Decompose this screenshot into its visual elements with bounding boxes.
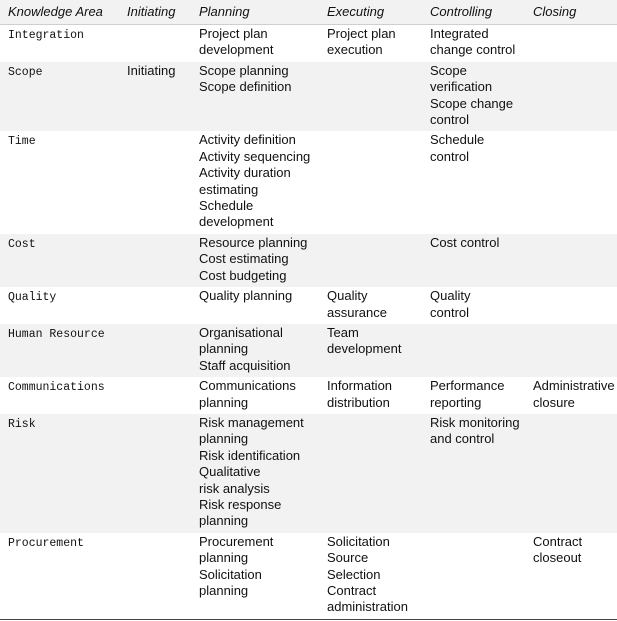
closing-cell	[525, 414, 617, 533]
initiating-cell	[119, 62, 191, 132]
planning-cell	[191, 414, 319, 533]
process-line: development	[199, 214, 274, 230]
process-line: Procurement	[199, 533, 274, 549]
executing-cell	[319, 234, 422, 287]
knowledge-area-cell: Communications	[8, 381, 105, 395]
header-planning: Planning	[191, 0, 319, 25]
process-line: Risk response	[199, 496, 282, 512]
process-line: Activity definition	[199, 132, 296, 148]
process-line: execution	[327, 42, 383, 58]
process-line: planning	[199, 583, 249, 598]
initiating-cell	[119, 533, 191, 619]
table-row	[0, 324, 617, 377]
process-line: risk analysis	[199, 480, 270, 496]
process-line: Contract	[327, 583, 377, 598]
process-line: Organisational	[199, 324, 283, 340]
process-line: Scope definition	[199, 79, 292, 95]
controlling-cell	[422, 287, 525, 324]
initiating-cell	[119, 414, 191, 533]
table-row	[0, 62, 617, 132]
header-executing: Executing	[319, 0, 422, 25]
process-line: Risk identification	[199, 447, 301, 463]
knowledge-area-cell: Time	[8, 135, 36, 149]
process-line: Schedule	[199, 198, 254, 214]
process-line: change control	[430, 42, 516, 58]
process-line: Schedule	[430, 132, 485, 148]
process-line: and control	[430, 431, 495, 447]
process-line: Integrated	[430, 26, 489, 41]
controlling-cell	[422, 234, 525, 287]
planning-cell	[191, 377, 319, 414]
process-line: Cost control	[430, 234, 500, 250]
process-line: development	[199, 42, 274, 58]
planning-cell	[191, 533, 319, 619]
table-body	[0, 25, 617, 619]
process-line: estimating	[199, 181, 259, 197]
closing-cell	[525, 377, 617, 414]
table-row	[0, 414, 617, 533]
planning-cell	[191, 25, 319, 62]
process-line: Selection	[327, 566, 381, 582]
process-line: administration	[327, 599, 408, 615]
process-line: Cost budgeting	[199, 267, 287, 283]
process-line: reporting	[430, 394, 482, 410]
process-line: Resource planning	[199, 234, 308, 250]
process-line: Initiating	[127, 62, 176, 78]
initiating-cell	[119, 287, 191, 324]
table-row	[0, 25, 617, 62]
closing-cell	[525, 25, 617, 62]
process-line: Qualitative	[199, 464, 261, 480]
initiating-cell	[119, 25, 191, 62]
controlling-cell	[422, 533, 525, 619]
table-row	[0, 287, 617, 324]
planning-cell	[191, 62, 319, 132]
executing-cell	[319, 377, 422, 414]
executing-cell	[319, 324, 422, 377]
process-line: planning	[199, 431, 249, 447]
controlling-cell	[422, 377, 525, 414]
initiating-cell	[119, 234, 191, 287]
process-line: planning	[199, 513, 249, 529]
process-line: Activity duration	[199, 165, 291, 181]
closing-cell	[525, 234, 617, 287]
process-line: control	[430, 148, 470, 164]
process-line: control	[430, 304, 470, 320]
planning-cell	[191, 287, 319, 324]
process-line: Solicitation	[327, 533, 390, 549]
knowledge-area-cell: Human Resource	[0, 324, 119, 377]
executing-cell	[319, 287, 422, 324]
header-row	[0, 0, 617, 25]
initiating-cell	[119, 131, 191, 233]
process-line: assurance	[327, 304, 387, 320]
controlling-cell	[422, 62, 525, 132]
header-controlling: Controlling	[422, 0, 525, 25]
process-line: Information	[327, 378, 393, 394]
closing-cell	[525, 131, 617, 233]
knowledge-area-cell: Risk	[0, 414, 119, 533]
initiating-cell	[119, 377, 191, 414]
bottom-rule	[0, 619, 617, 620]
table-row	[0, 131, 617, 233]
process-line: closure	[533, 394, 575, 410]
process-line: Scope	[430, 62, 467, 78]
controlling-cell	[422, 25, 525, 62]
table-row	[0, 377, 617, 414]
process-line: Source	[327, 550, 369, 566]
process-line: Scope change	[430, 95, 514, 111]
table-row	[0, 234, 617, 287]
executing-cell	[319, 25, 422, 62]
process-line: closeout	[533, 550, 582, 566]
process-line: planning	[199, 394, 249, 410]
closing-cell	[525, 287, 617, 324]
process-line: Cost estimating	[199, 251, 289, 267]
process-line: Staff acquisition	[199, 357, 291, 373]
executing-cell	[319, 131, 422, 233]
process-line: Quality planning	[199, 288, 293, 304]
planning-cell	[191, 324, 319, 377]
process-line: Performance	[430, 378, 505, 394]
process-line: planning	[199, 341, 249, 357]
knowledge-area-cell: Integration	[8, 29, 84, 42]
knowledge-area-cell: Quality	[8, 291, 57, 305]
initiating-cell	[119, 324, 191, 377]
knowledge-area-cell: Cost	[0, 234, 119, 287]
planning-cell	[191, 234, 319, 287]
process-line: Solicitation	[199, 566, 262, 582]
controlling-cell	[422, 324, 525, 377]
process-line: development	[327, 341, 402, 357]
process-line: Risk management	[199, 414, 304, 430]
process-line: Quality	[327, 288, 368, 304]
executing-cell	[319, 414, 422, 533]
header-knowledge-area: Knowledge Area	[0, 0, 119, 25]
closing-cell	[525, 533, 617, 619]
header-closing: Closing	[525, 0, 617, 25]
closing-cell	[525, 62, 617, 132]
process-line: Scope planning	[199, 62, 289, 78]
executing-cell	[319, 62, 422, 132]
process-line: Contract	[533, 533, 583, 549]
process-line: Quality	[430, 288, 471, 304]
executing-cell	[319, 533, 422, 619]
knowledge-area-cell: Procurement	[8, 536, 84, 550]
process-line: Team	[327, 324, 359, 340]
process-line: planning	[199, 550, 249, 566]
process-line: Communications	[199, 378, 296, 394]
controlling-cell	[422, 131, 525, 233]
table-row	[0, 533, 617, 619]
process-line: control	[430, 112, 470, 128]
process-line: Risk monitoring	[430, 414, 520, 430]
planning-cell	[191, 131, 319, 233]
header-initiating: Initiating	[119, 0, 191, 25]
process-line: Project plan	[199, 26, 268, 41]
knowledge-area-cell: Scope	[0, 62, 119, 132]
process-line: Project plan	[327, 26, 396, 41]
process-line: verification	[430, 79, 493, 95]
process-line: distribution	[327, 394, 390, 410]
process-line: Administrative	[533, 378, 615, 394]
process-line: Activity sequencing	[199, 148, 311, 164]
closing-cell	[525, 324, 617, 377]
controlling-cell	[422, 414, 525, 533]
